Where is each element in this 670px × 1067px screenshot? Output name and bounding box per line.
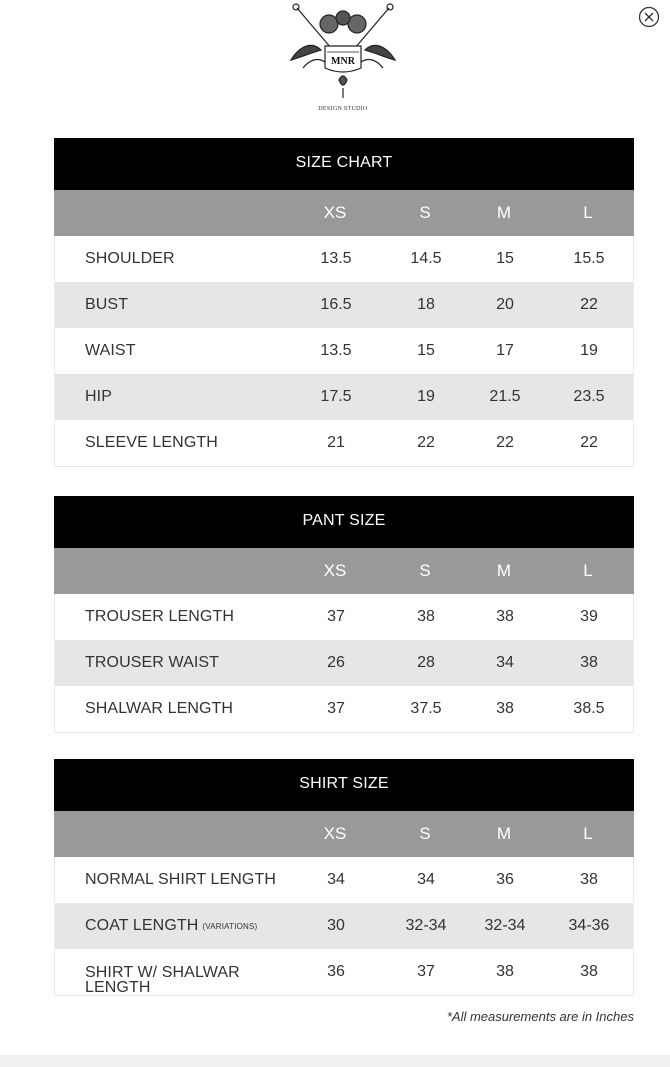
table-cell: 22 xyxy=(496,434,514,451)
measurement-footnote: *All measurements are in Inches xyxy=(446,1009,634,1024)
table-cell: 36 xyxy=(496,871,514,888)
table-cell: 26 xyxy=(327,654,345,671)
row-label xyxy=(85,903,257,949)
table-cell: 16.5 xyxy=(320,296,352,313)
shirt-size-table xyxy=(54,759,634,996)
pant-size-table xyxy=(54,496,634,733)
table-cell: 32-34 xyxy=(484,917,526,934)
column-header: L xyxy=(583,824,593,843)
logo-brand: MNR xyxy=(331,56,355,67)
table-header xyxy=(54,811,634,857)
table-cell: 19 xyxy=(580,342,598,359)
bottom-bar xyxy=(0,1055,670,1067)
table-cell: 37 xyxy=(327,700,345,717)
table-cell: 38 xyxy=(496,700,514,717)
table-row xyxy=(55,640,633,686)
column-header: M xyxy=(496,824,512,843)
close-circle-icon xyxy=(638,6,660,28)
table-cell: 34 xyxy=(417,871,435,888)
table-row xyxy=(55,686,633,733)
table-row xyxy=(55,857,633,903)
table-cell: 30 xyxy=(327,917,345,934)
row-label: SHALWAR LENGTH xyxy=(85,700,234,717)
table-cell: 38 xyxy=(580,963,598,980)
table-cell: 37 xyxy=(327,608,345,625)
table-row xyxy=(55,374,633,420)
column-header: S xyxy=(419,824,431,843)
column-header: L xyxy=(583,203,593,222)
crest-logo-icon xyxy=(283,2,403,106)
row-label: SLEEVE LENGTH xyxy=(85,434,218,451)
table-cell: 37.5 xyxy=(410,700,442,717)
table-row xyxy=(55,236,633,282)
table-title: SIZE CHART xyxy=(54,138,634,190)
table-cell: 22 xyxy=(580,296,598,313)
brand-logo xyxy=(283,2,403,118)
table-cell: 37 xyxy=(417,963,435,980)
row-label: NORMAL SHIRT LENGTH xyxy=(85,871,276,888)
row-label: HIP xyxy=(85,388,112,405)
table-row xyxy=(55,594,633,640)
row-label: SHOULDER xyxy=(85,250,175,267)
column-header: XS xyxy=(323,824,347,843)
column-header: M xyxy=(496,561,512,580)
table-cell: 34-36 xyxy=(568,917,610,934)
column-header: XS xyxy=(323,203,347,222)
table-cell: 32-34 xyxy=(405,917,447,934)
row-label-text: COAT LENGTH xyxy=(85,917,199,934)
table-title: SHIRT SIZE xyxy=(54,759,634,811)
row-label: BUST xyxy=(85,296,129,313)
size-chart-table xyxy=(54,138,634,467)
row-label-note: (VARIATIONS) xyxy=(202,921,258,931)
table-cell: 15 xyxy=(496,250,514,267)
table-header xyxy=(54,548,634,594)
table-cell: 15.5 xyxy=(573,250,605,267)
table-row xyxy=(55,949,633,996)
table-cell: 13.5 xyxy=(320,250,352,267)
table-row xyxy=(55,282,633,328)
table-cell: 38 xyxy=(417,608,435,625)
table-cell: 39 xyxy=(580,608,598,625)
table-cell: 34 xyxy=(327,871,345,888)
table-cell: 38.5 xyxy=(573,700,605,717)
table-row xyxy=(55,328,633,374)
table-cell: 17 xyxy=(496,342,514,359)
table-cell: 22 xyxy=(417,434,435,451)
row-label: TROUSER WAIST xyxy=(85,654,220,671)
table-cell: 36 xyxy=(327,963,345,980)
table-cell: 14.5 xyxy=(410,250,442,267)
table-cell: 17.5 xyxy=(320,388,352,405)
table-row xyxy=(55,420,633,467)
table-cell: 38 xyxy=(580,654,598,671)
table-cell: 21.5 xyxy=(489,388,521,405)
row-label: SHIRT W/ SHALWAR LENGTH xyxy=(85,964,240,996)
table-cell: 21 xyxy=(327,434,345,451)
table-cell: 20 xyxy=(496,296,514,313)
table-cell: 38 xyxy=(580,871,598,888)
logo-caption: DESIGN STUDIO xyxy=(318,106,368,112)
table-row xyxy=(55,903,633,949)
table-cell: 28 xyxy=(417,654,435,671)
row-label: TROUSER LENGTH xyxy=(85,608,234,625)
table-cell: 22 xyxy=(580,434,598,451)
table-cell: 13.5 xyxy=(320,342,352,359)
table-cell: 19 xyxy=(417,388,435,405)
row-label: WAIST xyxy=(85,342,136,359)
close-button[interactable] xyxy=(638,6,660,28)
table-cell: 23.5 xyxy=(573,388,605,405)
column-header: L xyxy=(583,561,593,580)
table-cell: 38 xyxy=(496,608,514,625)
table-title: PANT SIZE xyxy=(54,496,634,548)
table-cell: 34 xyxy=(496,654,514,671)
column-header: M xyxy=(496,203,512,222)
table-cell: 18 xyxy=(417,296,435,313)
table-header xyxy=(54,190,634,236)
table-cell: 38 xyxy=(496,963,514,980)
column-header: XS xyxy=(323,561,347,580)
column-header: S xyxy=(419,203,431,222)
column-header: S xyxy=(419,561,431,580)
table-cell: 15 xyxy=(417,342,435,359)
